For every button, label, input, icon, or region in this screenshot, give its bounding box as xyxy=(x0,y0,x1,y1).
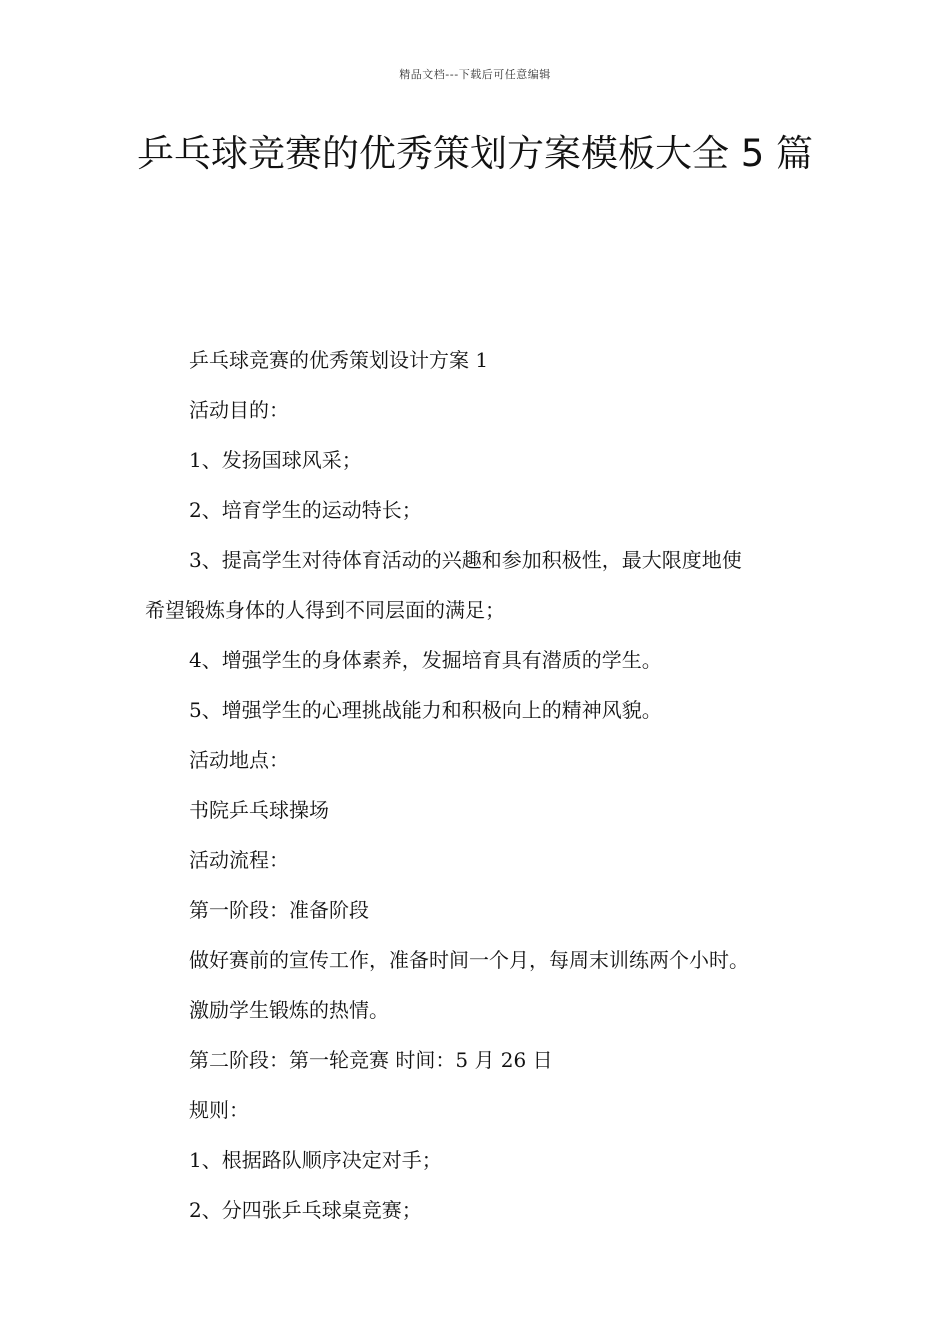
paragraph: 希望锻炼身体的人得到不同层面的满足； xyxy=(145,598,505,622)
document-body xyxy=(145,335,815,1235)
paragraph: 规则： xyxy=(189,1098,249,1122)
paragraph: 活动流程： xyxy=(189,848,289,872)
paragraph: 3、提高学生对待体育活动的兴趣和参加积极性，最大限度地使 xyxy=(189,548,742,572)
header-note: 精品文档---下载后可任意编辑 xyxy=(399,68,551,81)
paragraph: 活动目的： xyxy=(189,398,289,422)
document-title: 乒乓球竞赛的优秀策划方案模板大全 5 篇 xyxy=(136,132,814,175)
paragraph: 书院乒乓球操场 xyxy=(189,798,329,822)
paragraph: 2、分四张乒乓球桌竞赛； xyxy=(189,1198,422,1222)
paragraph: 第二阶段：第一轮竞赛 时间：5 月 26 日 xyxy=(189,1048,553,1072)
paragraph: 2、培育学生的运动特长； xyxy=(189,498,422,522)
paragraph: 第一阶段：准备阶段 xyxy=(189,898,369,922)
paragraph: 4、增强学生的身体素养，发掘培育具有潜质的学生。 xyxy=(189,648,662,672)
paragraph: 激励学生锻炼的热情。 xyxy=(189,998,389,1022)
paragraph: 做好赛前的宣传工作，准备时间一个月，每周末训练两个小时。 xyxy=(189,948,749,972)
paragraph: 乒乓球竞赛的优秀策划设计方案 1 xyxy=(189,348,489,372)
paragraph: 1、根据路队顺序决定对手； xyxy=(189,1148,442,1172)
paragraph: 5、增强学生的心理挑战能力和积极向上的精神风貌。 xyxy=(189,698,662,722)
paragraph: 活动地点： xyxy=(189,748,289,772)
paragraph: 1、发扬国球风采； xyxy=(189,448,362,472)
